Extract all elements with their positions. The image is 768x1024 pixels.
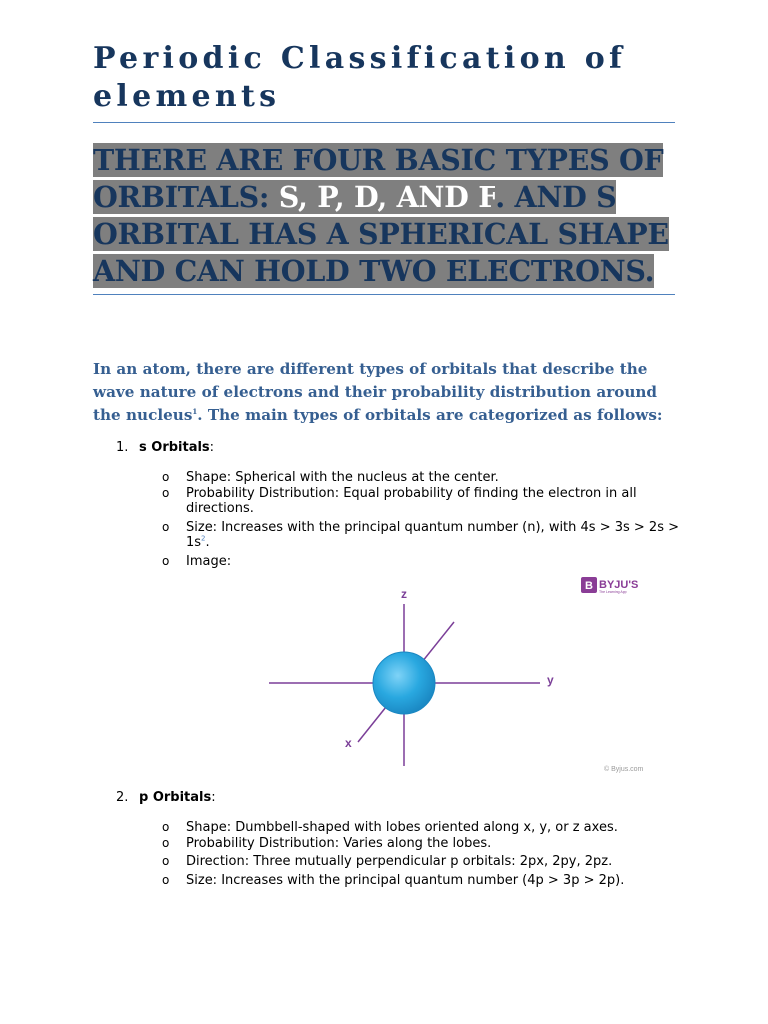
list-item [162, 486, 682, 517]
bullet-icon: o [162, 854, 170, 868]
section-heading-label: p Orbitals [139, 790, 212, 805]
footnote-ref-2[interactable]: 2 [201, 534, 206, 543]
list-item [162, 854, 682, 870]
list-item-text: Image: [186, 553, 232, 569]
list-item-text: Probability Distribution: Equal probability of finding the electron in all directions. [186, 485, 637, 516]
subtitle-part3: . AND S [495, 180, 617, 214]
byjus-logo [581, 577, 638, 594]
list-item [162, 873, 682, 889]
footnote-ref-1[interactable]: 1 [192, 406, 198, 416]
heading-colon: : [211, 790, 216, 805]
s-orbitals-list [162, 470, 682, 569]
subtitle-divider [93, 294, 675, 295]
list-item-text: Probability Distribution: Varies along the lobes. [186, 835, 492, 851]
list-item [162, 836, 682, 852]
bullet-icon: o [162, 553, 170, 568]
y-axis-label: y [547, 673, 554, 687]
list-item [162, 554, 682, 570]
heading-colon: : [209, 440, 215, 455]
list-item [162, 820, 682, 836]
list-item-tail: . [205, 535, 210, 550]
bullet-icon: o [162, 872, 170, 887]
intro-text-end: . The main types of orbitals are categorized as follows: [197, 406, 663, 424]
p-orbitals-list [162, 820, 682, 888]
intro-text: In an atom, there are different types of orbitals that describe the wave nature of electrons and their probability distribution around the nucleus [93, 360, 658, 424]
list-item-text: Size: Increases with the principal quantum number (n), with 4s > 3s > 2s > 1s [186, 519, 679, 550]
subtitle-part1: THERE ARE FOUR BASIC TYPES OF ORBITALS: [93, 143, 664, 214]
subtitle-heading [93, 142, 683, 290]
list-item [162, 520, 682, 551]
section-p-orbitals-heading [116, 790, 216, 805]
subtitle-part4: ORBITAL HAS A SPHERICAL SHAPE AND CAN HOLD TWO ELECTRONS. [93, 217, 669, 288]
title-divider [93, 122, 675, 123]
section-heading-label: s Orbitals [139, 440, 210, 455]
list-item-text: Shape: Spherical with the nucleus at the center. [186, 470, 499, 485]
bullet-icon: o [162, 519, 170, 534]
bullet-icon: o [162, 470, 170, 484]
figure-copyright: © Byjus.com [604, 766, 644, 773]
list-number: 1. [116, 440, 129, 455]
bullet-icon: o [162, 835, 170, 850]
intro-paragraph [93, 358, 683, 427]
subtitle-part2: S, P, D, AND F [278, 180, 496, 214]
section-s-orbitals-heading [116, 440, 214, 455]
s-orbital-sphere [373, 652, 435, 714]
bullet-icon: o [162, 485, 170, 500]
byjus-logo-text: BYJU'S [599, 579, 639, 591]
byjus-logo-subtext: The Learning App [599, 590, 627, 594]
x-axis-label: x [345, 736, 352, 750]
list-item-text: Direction: Three mutually perpendicular p orbitals: 2px, 2py, 2pz. [186, 854, 613, 869]
bullet-icon: o [162, 820, 170, 834]
list-item [162, 470, 682, 486]
list-number: 2. [116, 790, 129, 805]
list-item-text: Shape: Dumbbell-shaped with lobes oriented along x, y, or z axes. [186, 820, 618, 835]
s-orbital-figure [258, 570, 668, 780]
svg-text:B: B [585, 580, 593, 592]
z-axis-label: z [401, 587, 407, 601]
list-item-text: Size: Increases with the principal quantum number (4p > 3p > 2p). [186, 872, 625, 888]
document-title: Periodic Classification of elements [93, 41, 627, 114]
